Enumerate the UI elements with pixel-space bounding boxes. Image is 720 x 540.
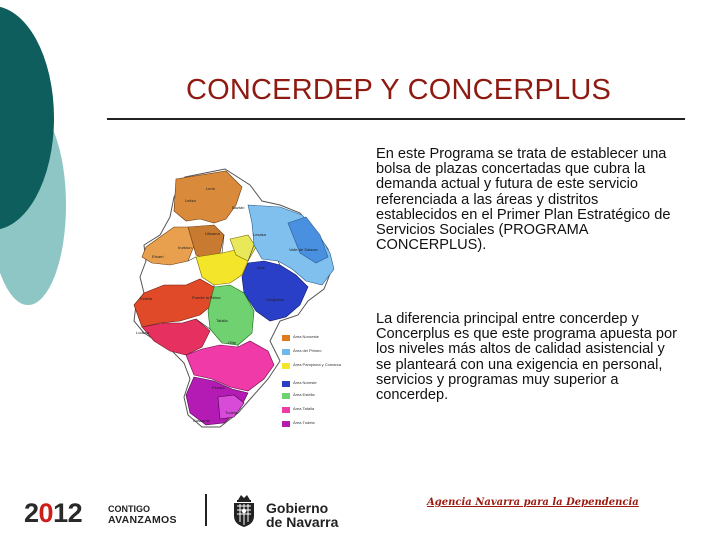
region-label: Lesaka [253, 232, 266, 237]
region-label: Puente la Reina [192, 295, 221, 300]
year-part: 12 [53, 498, 83, 528]
region-label: Aoiz [257, 265, 265, 270]
region-label: Leitza [185, 198, 196, 203]
region-label: Baztán [232, 205, 245, 210]
region-label: Sangüesa [266, 297, 285, 302]
navarra-crest-icon [229, 494, 259, 528]
legend-item [282, 362, 362, 371]
legend-item [282, 334, 362, 343]
year-zero: 0 [38, 498, 54, 528]
legend-item [282, 348, 362, 357]
slogan-avanzamos: AVANZAMOS [108, 514, 177, 526]
legend-swatch [282, 421, 290, 427]
region-label: Estella [140, 296, 153, 301]
legend-label: Área Tafalla [293, 406, 315, 411]
region-label: Tafalla [216, 318, 228, 323]
legend-label: Área Noroeste [293, 334, 319, 339]
region-label: Valle de Salazar [289, 247, 318, 252]
slide-title: CONCERDEP Y CONCERPLUS [186, 74, 612, 106]
legend-item [282, 420, 362, 429]
year-part: 2 [24, 498, 39, 528]
paragraph-concerplus: En este Programa se trata de establecer una bolsa de plazas concertadas que cubra la demanda actual y futura de este servicio referenciada a las áreas y distritos establecidos en el Primer Plan Estratégico de Servicios Sociales (PROGRAMA CONCERPLUS). [376, 146, 671, 254]
de-navarra-label: de Navarra [266, 514, 339, 530]
legend-label: Área Noreste [293, 380, 317, 385]
legend-item [282, 406, 362, 415]
legend-swatch [282, 349, 290, 355]
region-label: Ultzama [205, 231, 220, 236]
legend-label: Área Pamplona y Comarca [293, 362, 342, 367]
region-label: Lerín [206, 186, 216, 191]
footer-year-2012 [24, 498, 82, 529]
slogan-contigo: CONTIGO [108, 504, 150, 514]
region-label: Peralta [212, 385, 225, 390]
legend-item [282, 380, 362, 389]
legend-swatch [282, 335, 290, 341]
legend-label: Área del Pirineo [293, 348, 322, 353]
legend-swatch [282, 363, 290, 369]
legend-swatch [282, 407, 290, 413]
legend-label: Área Tudela [293, 420, 315, 425]
region-label: Tudela [225, 410, 238, 415]
legend-label: Área Estella [293, 392, 315, 397]
legend-swatch [282, 393, 290, 399]
legend-swatch [282, 381, 290, 387]
title-underline [107, 118, 685, 120]
legend-item [282, 392, 362, 401]
footer-separator [205, 494, 207, 526]
region-label: Cascante [193, 418, 210, 423]
region-label: Irurtzun [178, 245, 192, 250]
region-label: Olite [228, 340, 237, 345]
paragraph-difference: La diferencia principal entre concerdep y Concerplus es que este programa apuesta por los niveles más altos de calidad asistencial y se planteará con una exigencia en personal, servicios y programas muy superior a concerdep. [376, 311, 677, 404]
gobierno-label: Gobierno [266, 500, 329, 516]
region-label: Lodosa [136, 330, 150, 335]
slide-corner-decoration [0, 0, 120, 330]
agency-name: Agencia Navarra para la Dependencia [427, 497, 639, 508]
region-label: Etxarri [152, 254, 164, 259]
